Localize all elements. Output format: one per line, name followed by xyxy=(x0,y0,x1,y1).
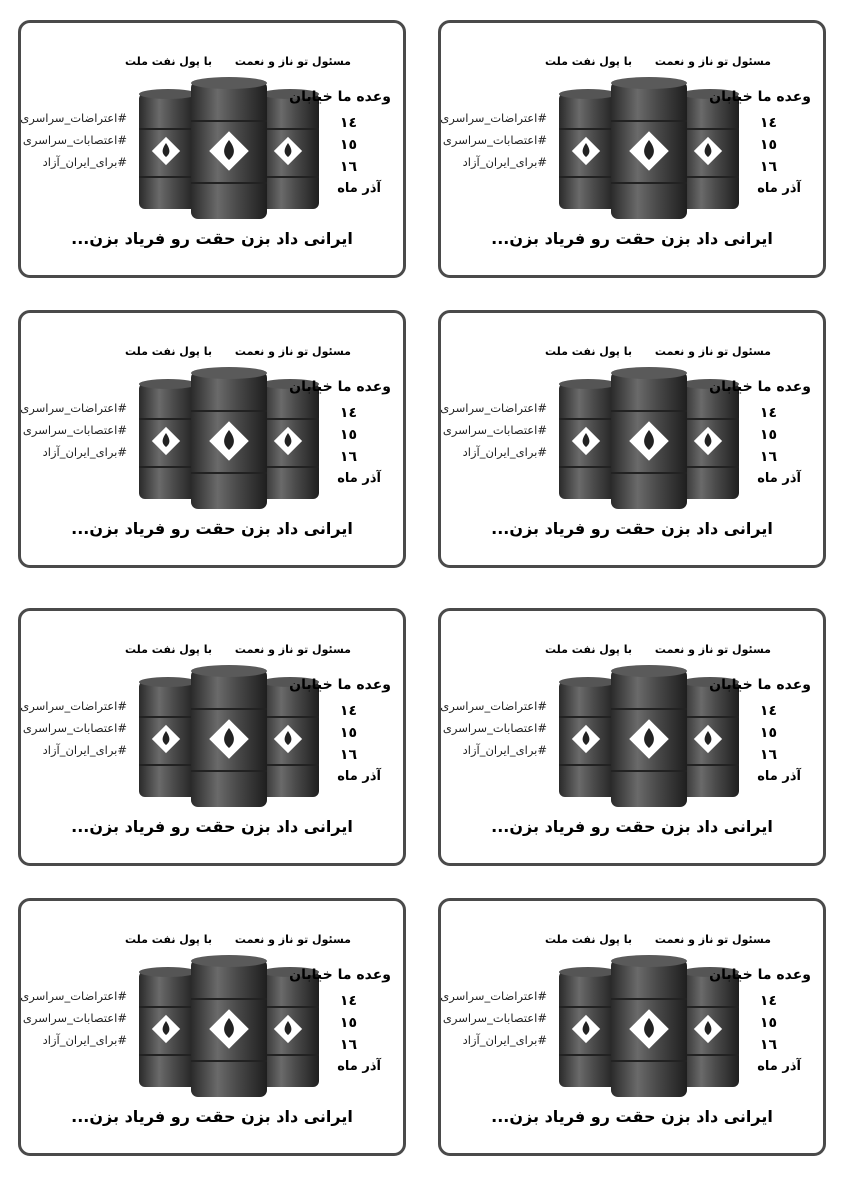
subtitle-right: مسئول تو ناز و نعمت xyxy=(234,643,351,656)
slogan-text: ایرانی داد بزن حقت رو فریاد بزن... xyxy=(491,519,773,538)
subtitle-right: مسئول تو ناز و نعمت xyxy=(654,345,771,358)
promise-text: وعده ما خیابان xyxy=(709,379,811,395)
subtitle-left: با پول نفت ملت xyxy=(545,643,632,656)
hashtag-strikes: #اعتصابات_سراسری xyxy=(442,133,547,147)
flyer-card xyxy=(18,20,406,278)
date-16: ١٦ xyxy=(339,747,357,763)
hashtag-protests: #اعتراضات_سراسری xyxy=(440,111,547,125)
subtitle-right: مسئول تو ناز و نعمت xyxy=(654,643,771,656)
date-15: ١٥ xyxy=(339,725,357,741)
hashtag-protests: #اعتراضات_سراسری xyxy=(440,699,547,713)
flyer-card xyxy=(438,20,826,278)
hashtag-list xyxy=(20,397,127,463)
date-15: ١٥ xyxy=(339,1015,357,1031)
hashtag-protests: #اعتراضات_سراسری xyxy=(440,401,547,415)
hashtag-protests: #اعتراضات_سراسری xyxy=(20,401,127,415)
promise-text: وعده ما خیابان xyxy=(289,677,391,693)
month-text: آذر ماه xyxy=(337,181,381,196)
date-14: ١٤ xyxy=(759,993,777,1009)
slogan-text: ایرانی داد بزن حقت رو فریاد بزن... xyxy=(71,1107,353,1126)
slogan-text: ایرانی داد بزن حقت رو فریاد بزن... xyxy=(491,229,773,248)
subtitle-left: با پول نفت ملت xyxy=(125,643,212,656)
hashtag-free-iran: #برای_ایران_آزاد xyxy=(462,445,547,459)
promise-text: وعده ما خیابان xyxy=(709,967,811,983)
hashtag-free-iran: #برای_ایران_آزاد xyxy=(462,155,547,169)
subtitle-right: مسئول تو ناز و نعمت xyxy=(654,933,771,946)
date-14: ١٤ xyxy=(339,405,357,421)
flyer-card xyxy=(438,898,826,1156)
date-16: ١٦ xyxy=(339,1037,357,1053)
hashtag-strikes: #اعتصابات_سراسری xyxy=(22,1011,127,1025)
hashtag-protests: #اعتراضات_سراسری xyxy=(440,989,547,1003)
date-16: ١٦ xyxy=(759,1037,777,1053)
date-15: ١٥ xyxy=(759,1015,777,1031)
date-14: ١٤ xyxy=(339,993,357,1009)
hashtag-free-iran: #برای_ایران_آزاد xyxy=(42,743,127,757)
date-14: ١٤ xyxy=(759,115,777,131)
date-15: ١٥ xyxy=(759,137,777,153)
subtitle-right: مسئول تو ناز و نعمت xyxy=(234,345,351,358)
hashtag-strikes: #اعتصابات_سراسری xyxy=(442,423,547,437)
hashtag-protests: #اعتراضات_سراسری xyxy=(20,111,127,125)
subtitle-left: با پول نفت ملت xyxy=(125,933,212,946)
hashtag-strikes: #اعتصابات_سراسری xyxy=(442,1011,547,1025)
hashtag-strikes: #اعتصابات_سراسری xyxy=(22,423,127,437)
hashtag-free-iran: #برای_ایران_آزاد xyxy=(42,445,127,459)
date-15: ١٥ xyxy=(339,137,357,153)
date-15: ١٥ xyxy=(759,427,777,443)
flyer-card xyxy=(18,310,406,568)
hashtag-list xyxy=(20,985,127,1051)
hashtag-list xyxy=(440,985,547,1051)
date-15: ١٥ xyxy=(759,725,777,741)
hashtag-strikes: #اعتصابات_سراسری xyxy=(22,721,127,735)
month-text: آذر ماه xyxy=(757,181,801,196)
date-16: ١٦ xyxy=(339,159,357,175)
hashtag-list xyxy=(20,107,127,173)
date-16: ١٦ xyxy=(759,747,777,763)
promise-text: وعده ما خیابان xyxy=(709,677,811,693)
date-14: ١٤ xyxy=(339,115,357,131)
hashtag-protests: #اعتراضات_سراسری xyxy=(20,699,127,713)
subtitle-left: با پول نفت ملت xyxy=(125,55,212,68)
hashtag-list xyxy=(440,397,547,463)
hashtag-strikes: #اعتصابات_سراسری xyxy=(22,133,127,147)
date-15: ١٥ xyxy=(339,427,357,443)
slogan-text: ایرانی داد بزن حقت رو فریاد بزن... xyxy=(71,229,353,248)
month-text: آذر ماه xyxy=(337,769,381,784)
date-14: ١٤ xyxy=(339,703,357,719)
subtitle-left: با پول نفت ملت xyxy=(545,55,632,68)
flyer-card xyxy=(438,608,826,866)
date-14: ١٤ xyxy=(759,405,777,421)
flyer-card xyxy=(18,898,406,1156)
month-text: آذر ماه xyxy=(757,769,801,784)
hashtag-free-iran: #برای_ایران_آزاد xyxy=(462,1033,547,1047)
month-text: آذر ماه xyxy=(757,1059,801,1074)
slogan-text: ایرانی داد بزن حقت رو فریاد بزن... xyxy=(71,519,353,538)
subtitle-left: با پول نفت ملت xyxy=(125,345,212,358)
hashtag-list xyxy=(440,695,547,761)
hashtag-free-iran: #برای_ایران_آزاد xyxy=(462,743,547,757)
cut-off-text-row xyxy=(0,1186,848,1200)
hashtag-free-iran: #برای_ایران_آزاد xyxy=(42,1033,127,1047)
promise-text: وعده ما خیابان xyxy=(289,967,391,983)
date-16: ١٦ xyxy=(759,449,777,465)
subtitle-right: مسئول تو ناز و نعمت xyxy=(234,933,351,946)
promise-text: وعده ما خیابان xyxy=(289,379,391,395)
date-14: ١٤ xyxy=(759,703,777,719)
flyer-card xyxy=(18,608,406,866)
date-16: ١٦ xyxy=(759,159,777,175)
month-text: آذر ماه xyxy=(337,471,381,486)
slogan-text: ایرانی داد بزن حقت رو فریاد بزن... xyxy=(491,817,773,836)
slogan-text: ایرانی داد بزن حقت رو فریاد بزن... xyxy=(71,817,353,836)
hashtag-list xyxy=(440,107,547,173)
subtitle-left: با پول نفت ملت xyxy=(545,933,632,946)
month-text: آذر ماه xyxy=(757,471,801,486)
subtitle-left: با پول نفت ملت xyxy=(545,345,632,358)
promise-text: وعده ما خیابان xyxy=(289,89,391,105)
subtitle-right: مسئول تو ناز و نعمت xyxy=(234,55,351,68)
hashtag-strikes: #اعتصابات_سراسری xyxy=(442,721,547,735)
hashtag-list xyxy=(20,695,127,761)
flyer-card xyxy=(438,310,826,568)
promise-text: وعده ما خیابان xyxy=(709,89,811,105)
date-16: ١٦ xyxy=(339,449,357,465)
month-text: آذر ماه xyxy=(337,1059,381,1074)
hashtag-protests: #اعتراضات_سراسری xyxy=(20,989,127,1003)
subtitle-right: مسئول تو ناز و نعمت xyxy=(654,55,771,68)
hashtag-free-iran: #برای_ایران_آزاد xyxy=(42,155,127,169)
slogan-text: ایرانی داد بزن حقت رو فریاد بزن... xyxy=(491,1107,773,1126)
